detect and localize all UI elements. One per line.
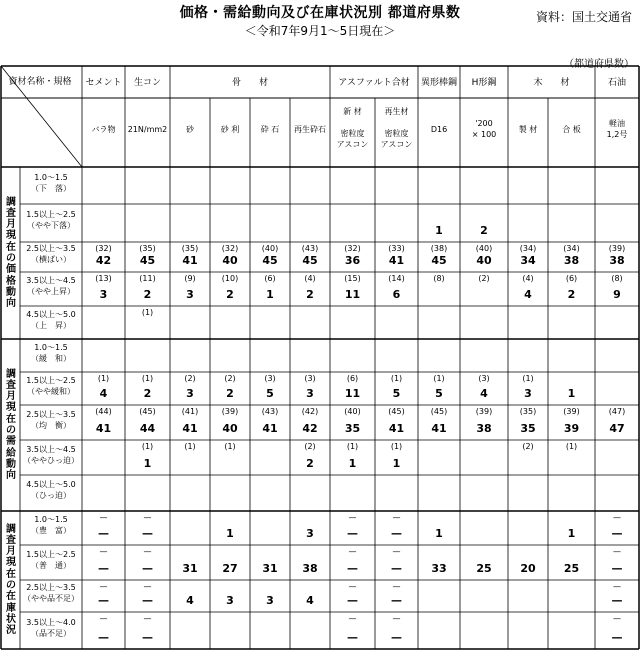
column-header: 軽油	[609, 119, 625, 128]
current-value: —	[611, 631, 623, 644]
prev-value: (39)	[608, 244, 626, 253]
current-value: 25	[563, 562, 580, 575]
current-value: 35	[344, 422, 361, 435]
current-value: 1	[435, 224, 443, 237]
prev-value: (1)	[184, 442, 196, 451]
group-header: アスファルト合材	[338, 78, 410, 88]
prev-value: (1)	[141, 442, 154, 451]
current-value: —	[347, 562, 358, 575]
prev-value: (38)	[430, 244, 448, 253]
column-header: 砂	[186, 125, 194, 134]
corner-label: 資材名称・規格	[8, 77, 72, 87]
current-value: 1	[435, 527, 443, 540]
current-value: 40	[222, 422, 238, 435]
prev-value: —	[348, 582, 357, 591]
current-value: 1	[567, 387, 576, 400]
current-value: 3	[266, 594, 274, 607]
prev-value: (32)	[221, 244, 239, 253]
current-value: 3	[99, 288, 108, 301]
current-value: 33	[431, 562, 447, 575]
column-header: 密粒度	[384, 129, 409, 138]
current-value: 38	[476, 422, 492, 435]
current-value: 1	[392, 457, 401, 470]
source-note: 資料：国土交通省	[535, 10, 632, 24]
prev-value: (45)	[388, 407, 405, 416]
group-header: 木 材	[533, 78, 570, 88]
prev-value: (8)	[433, 274, 445, 283]
prev-value: —	[392, 582, 401, 591]
prev-value: (3)	[478, 374, 490, 383]
row-status-label: （ややひっ迫）	[23, 455, 79, 465]
current-value: 3	[306, 387, 314, 400]
current-value: 5	[266, 387, 274, 400]
prev-value: (6)	[565, 274, 578, 283]
prev-value: —	[143, 614, 152, 623]
current-value: 39	[563, 422, 580, 435]
row-status-label: （豊 富）	[31, 526, 71, 535]
current-value: 42	[302, 422, 318, 435]
current-value: 36	[344, 254, 361, 267]
current-value: 1	[567, 527, 576, 540]
group-header: 異形棒鋼	[420, 78, 457, 88]
prev-value: (35)	[139, 244, 156, 253]
column-header: 再生砕石	[294, 125, 326, 134]
row-status-label: （やや上昇）	[27, 287, 75, 296]
current-value: 1	[143, 457, 152, 470]
current-value: 47	[609, 422, 625, 435]
column-header: 製 材	[518, 125, 538, 134]
prev-value: (6)	[264, 274, 276, 283]
current-value: —	[611, 594, 623, 607]
current-value: —	[391, 631, 402, 644]
current-value: 38	[302, 562, 318, 575]
row-status-label: （上 昇）	[31, 320, 71, 330]
current-value: 42	[95, 254, 112, 267]
prev-value: (15)	[344, 274, 361, 283]
row-status-label: （横ばい）	[31, 255, 71, 264]
group-header: 生コン	[133, 78, 161, 88]
row-status-label: （品不足）	[31, 628, 71, 638]
prev-value: —	[99, 513, 108, 522]
current-value: 9	[613, 288, 621, 301]
group-header: 骨 材	[231, 78, 268, 88]
prev-value: —	[348, 547, 357, 556]
prev-value: —	[392, 513, 401, 522]
prev-value: (3)	[264, 374, 276, 383]
row-status-label: （緩 和）	[31, 353, 71, 363]
current-value: 11	[344, 387, 361, 400]
prev-value: (32)	[344, 244, 361, 253]
current-value: 2	[306, 457, 314, 470]
current-value: —	[347, 527, 358, 540]
prev-value: (40)	[475, 244, 493, 253]
current-value: 4	[524, 288, 532, 301]
prev-value: (41)	[181, 407, 199, 416]
current-value: —	[98, 562, 109, 575]
prev-value: (39)	[475, 407, 493, 416]
row-status-label: （やや下落）	[27, 221, 75, 230]
row-range-label: 2.5以上～3.5	[26, 409, 76, 419]
current-value: —	[611, 527, 623, 540]
column-header: バラ物	[91, 125, 116, 134]
prev-value: —	[99, 614, 108, 623]
prev-value: (43)	[301, 244, 319, 253]
group-header: 石油	[607, 78, 626, 88]
row-range-label: 2.5以上～3.5	[26, 583, 76, 592]
prev-value: —	[348, 513, 357, 522]
current-value: —	[611, 562, 623, 575]
prev-value: (34)	[563, 244, 580, 253]
column-header: 再生材	[384, 107, 409, 116]
current-value: 1	[348, 457, 357, 470]
prev-value: (1)	[390, 442, 403, 451]
prev-value: (1)	[522, 374, 534, 383]
prev-value: (1)	[97, 374, 110, 383]
current-value: 45	[431, 254, 447, 267]
prev-value: (34)	[519, 244, 537, 253]
prev-value: (39)	[221, 407, 239, 416]
row-range-label: 4.5以上～5.0	[26, 480, 76, 489]
prev-value: (39)	[563, 407, 580, 416]
prev-value: (33)	[388, 244, 405, 253]
prev-value: (13)	[95, 274, 112, 283]
column-header: '200	[475, 119, 493, 128]
row-status-label: （普 通）	[31, 560, 71, 570]
prev-value: (2)	[522, 442, 534, 451]
current-value: 41	[95, 422, 112, 435]
prev-value: (8)	[611, 274, 623, 283]
column-header: アスコン	[380, 140, 413, 149]
section-label: 調査月現在の価格動向	[6, 196, 16, 310]
current-value: 3	[226, 594, 234, 607]
current-value: 1	[266, 288, 274, 301]
current-value: 45	[302, 254, 318, 267]
prev-value: (47)	[608, 407, 626, 416]
row-status-label: （やや品不足）	[23, 594, 79, 603]
current-value: 2	[226, 387, 234, 400]
row-status-label: （ひっ迫）	[31, 491, 71, 500]
prev-value: —	[613, 547, 621, 556]
current-value: 2	[143, 387, 152, 400]
current-value: —	[391, 594, 402, 607]
page-title: 価格・需給動向及び在庫状況別 都道府県数	[179, 5, 461, 21]
row-range-label: 3.5以上～4.0	[26, 617, 76, 627]
row-status-label: （やや緩和）	[27, 386, 75, 396]
current-value: 45	[139, 254, 156, 267]
row-range-label: 1.0～1.5	[34, 515, 68, 524]
current-value: 2	[226, 288, 234, 301]
prev-value: (40)	[344, 407, 361, 416]
column-header: 合 板	[562, 125, 581, 134]
current-value: —	[98, 594, 109, 607]
prev-value: (1)	[224, 442, 236, 451]
current-value: 3	[306, 527, 314, 540]
prev-value: —	[99, 582, 108, 591]
column-header: 砕 石	[260, 125, 280, 134]
column-header: D16	[430, 125, 448, 134]
current-value: 25	[476, 562, 492, 575]
current-value: 38	[609, 254, 625, 267]
current-value: 41	[182, 422, 198, 435]
current-value: 27	[222, 562, 238, 575]
prev-value: —	[99, 547, 108, 556]
prev-value: —	[348, 614, 357, 623]
prev-value: —	[143, 582, 152, 591]
current-value: —	[347, 631, 358, 644]
row-status-label: （下 落）	[31, 183, 71, 193]
current-value: —	[142, 527, 153, 540]
current-value: 38	[563, 254, 580, 267]
date-subtitle: ＜令和7年9月1～5日現在＞	[244, 24, 396, 38]
current-value: 31	[262, 562, 278, 575]
current-value: —	[142, 562, 153, 575]
prev-value: (1)	[433, 374, 445, 383]
prev-value: (2)	[184, 374, 196, 383]
current-value: 11	[344, 288, 361, 301]
section-label: 調査月現在の需給動向	[6, 368, 16, 482]
prev-value: (10)	[221, 274, 239, 283]
prev-value: (32)	[95, 244, 112, 253]
prev-value: (45)	[139, 407, 156, 416]
current-value: 44	[139, 422, 156, 435]
row-range-label: 3.5以上～4.5	[26, 276, 76, 285]
prev-value: (4)	[304, 274, 316, 283]
prev-value: (1)	[565, 442, 578, 451]
row-range-label: 2.5以上～3.5	[26, 244, 76, 253]
current-value: —	[142, 631, 153, 644]
column-header: × 100	[471, 130, 497, 139]
row-range-label: 1.0～1.5	[34, 172, 68, 182]
prev-value: (44)	[95, 407, 112, 416]
prev-value: (3)	[304, 374, 316, 383]
current-value: 35	[520, 422, 536, 435]
prev-value: —	[613, 582, 621, 591]
current-value: 1	[226, 527, 234, 540]
current-value: —	[142, 594, 153, 607]
column-header: 1,2号	[606, 130, 628, 139]
current-value: 41	[182, 254, 198, 267]
prev-value: (2)	[478, 274, 490, 283]
current-value: 2	[480, 224, 488, 237]
prev-value: (1)	[141, 308, 154, 317]
current-value: 4	[480, 387, 488, 400]
column-header: 砂 利	[220, 125, 240, 134]
row-range-label: 3.5以上～4.5	[26, 444, 76, 454]
current-value: 3	[186, 288, 194, 301]
group-header: H形鋼	[471, 78, 497, 88]
current-value: 31	[182, 562, 198, 575]
current-value: 6	[392, 288, 401, 301]
current-value: 41	[388, 422, 405, 435]
current-value: 5	[435, 387, 443, 400]
current-value: 2	[143, 288, 152, 301]
prev-value: (40)	[261, 244, 279, 253]
current-value: 2	[567, 288, 576, 301]
prev-value: (6)	[346, 374, 359, 383]
prev-value: (4)	[522, 274, 534, 283]
current-value: 20	[520, 562, 536, 575]
prev-value: —	[143, 547, 152, 556]
prev-value: (1)	[346, 442, 359, 451]
prev-value: (35)	[181, 244, 199, 253]
prev-value: —	[613, 614, 621, 623]
column-header: 新 材	[343, 107, 362, 116]
prev-value: (45)	[430, 407, 448, 416]
current-value: 4	[306, 594, 314, 607]
prev-value: (43)	[261, 407, 279, 416]
row-range-label: 1.5以上～2.5	[26, 375, 76, 385]
current-value: 40	[476, 254, 492, 267]
current-value: 2	[306, 288, 314, 301]
prev-value: (2)	[224, 374, 236, 383]
current-value: 34	[520, 254, 536, 267]
row-range-label: 1.5以上～2.5	[26, 210, 76, 219]
prev-value: —	[613, 513, 621, 522]
prev-value: —	[143, 513, 152, 522]
prev-value: (42)	[301, 407, 319, 416]
prev-value: —	[392, 614, 401, 623]
current-value: —	[98, 527, 109, 540]
group-header: セメント	[85, 78, 122, 88]
column-header: アスコン	[336, 140, 369, 149]
prev-value: (9)	[184, 274, 196, 283]
prev-value: (1)	[390, 374, 403, 383]
current-value: 3	[186, 387, 194, 400]
row-range-label: 4.5以上～5.0	[26, 309, 76, 319]
current-value: —	[98, 631, 109, 644]
current-value: —	[391, 562, 402, 575]
prev-value: (1)	[141, 374, 154, 383]
prev-value: (35)	[519, 407, 537, 416]
current-value: 41	[262, 422, 278, 435]
current-value: 41	[388, 254, 405, 267]
current-value: 4	[186, 594, 194, 607]
prev-value: —	[392, 547, 401, 556]
section-label: 調査月現在の在庫状況	[6, 523, 16, 637]
current-value: 3	[524, 387, 532, 400]
current-value: 40	[222, 254, 238, 267]
prev-value: (14)	[388, 274, 405, 283]
prev-value: (11)	[139, 274, 156, 283]
current-value: 41	[431, 422, 447, 435]
unit-note: （都道府県数）	[564, 59, 634, 70]
current-value: —	[347, 594, 358, 607]
column-header: 密粒度	[340, 129, 365, 138]
row-status-label: （均 衡）	[31, 420, 71, 430]
current-value: 4	[99, 387, 108, 400]
current-value: 5	[392, 387, 401, 400]
row-range-label: 1.0～1.5	[34, 342, 68, 352]
current-value: —	[391, 527, 402, 540]
row-range-label: 1.5以上～2.5	[26, 549, 76, 559]
current-value: 45	[262, 254, 278, 267]
column-header: 21N/mm2	[127, 125, 168, 134]
prev-value: (2)	[304, 442, 316, 451]
